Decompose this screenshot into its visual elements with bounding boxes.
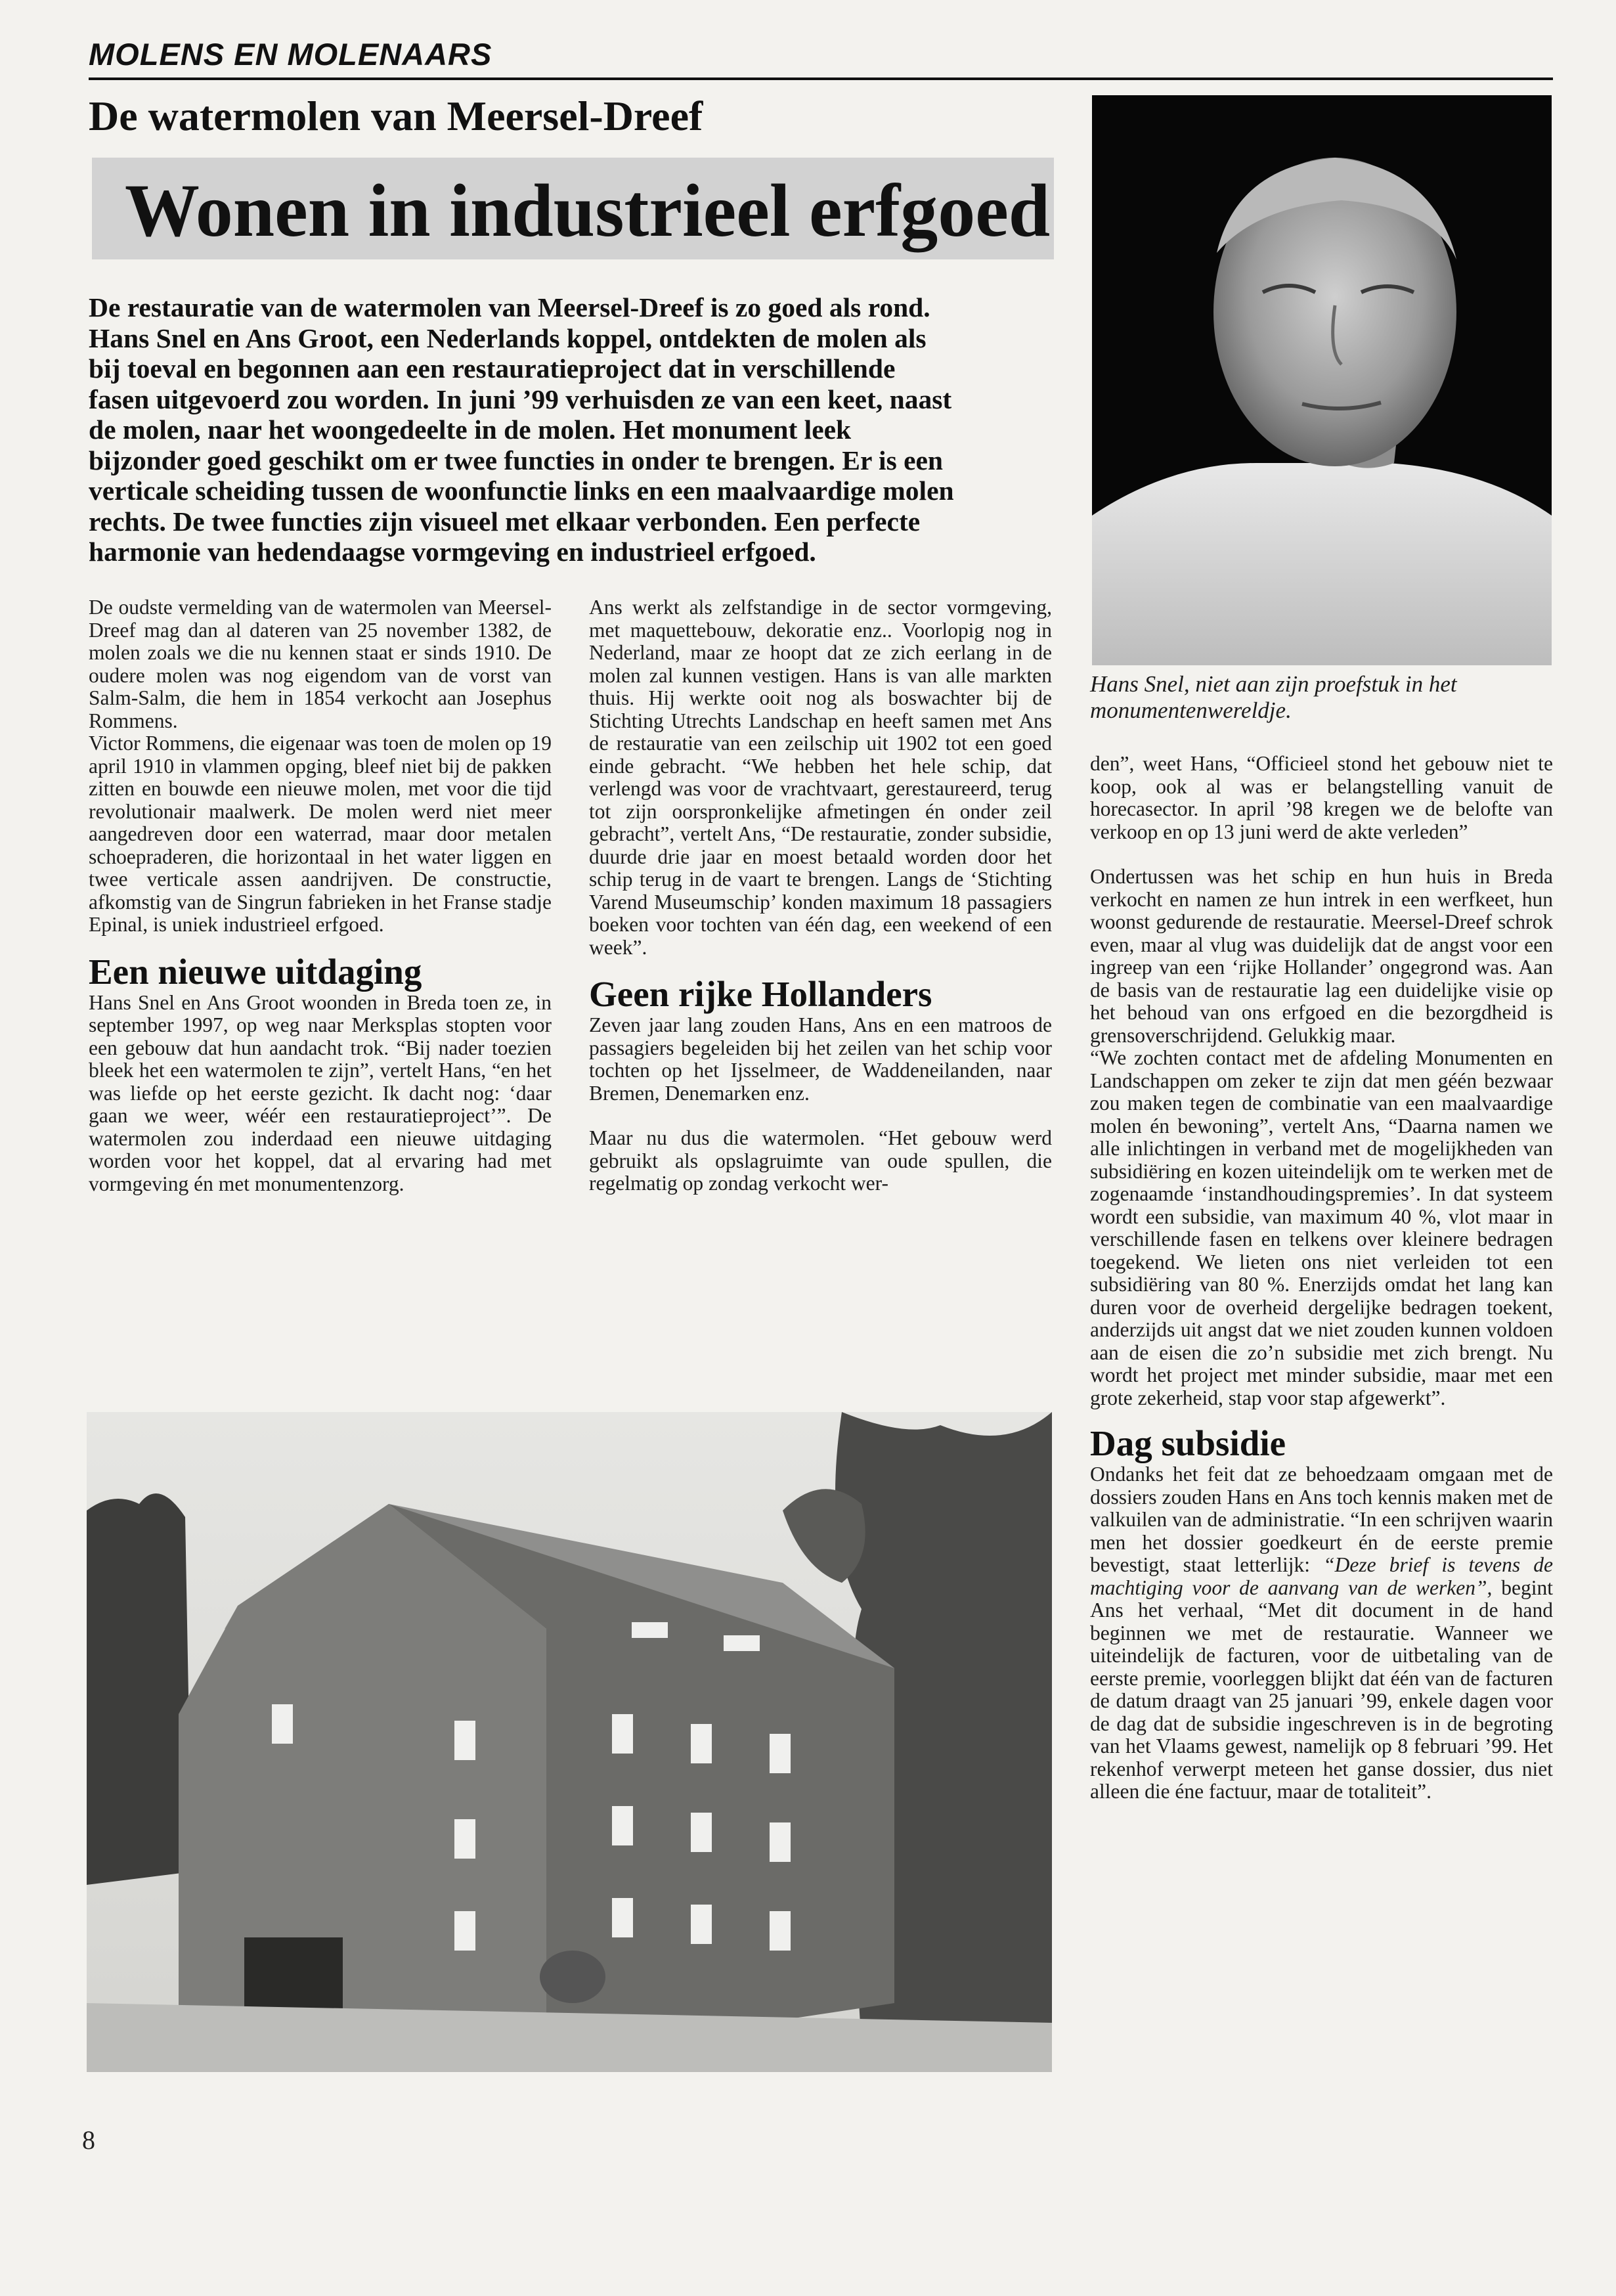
paragraph <box>1090 1463 1553 1803</box>
subheading: Geen rijke Hollanders <box>589 974 932 1014</box>
lead-line: verticale scheiding tussen de woonfunctie links en een maalvaardige molen <box>89 475 954 506</box>
subheading: Dag subsidie <box>1090 1423 1286 1463</box>
section-label: MOLENS EN MOLENAARS <box>89 37 492 72</box>
lead-line: De restauratie van de watermolen van Meersel-Dreef is zo goed als rond. <box>89 292 930 322</box>
watermill-photo <box>87 1412 1052 2072</box>
column-3 <box>1090 753 1553 1803</box>
portrait-illustration <box>1092 95 1552 665</box>
paragraph: Zeven jaar lang zouden Hans, Ans en een matroos de passagiers begeleiden bij het zeilen van het schip voor tochten op het Ijsselmeer, de Waddeneilanden, naar Bremen, Denemarken enz. <box>589 1013 1052 1105</box>
lead-line: harmonie van hedendaagse vormgeving en industrieel erfgoed. <box>89 537 816 567</box>
paragraph: Maar nu dus die watermolen. “Het gebouw werd gebruikt als opslagruimte van oude spullen, die regelmatig op zondag verkocht wer- <box>589 1126 1052 1195</box>
paragraph: De oudste vermelding van de watermolen van Meersel-Dreef mag dan al dateren van 25 november 1382, de molen zoals we die nu kennen staat er sinds 1910. De oudere molen was nog eigendom van de vorst van Salm-Salm, die hem in 1854 verkocht aan Josephus Rommens. <box>89 596 552 732</box>
lead-line: Hans Snel en Ans Groot, een Nederlands koppel, ontdekten de molen als <box>89 322 927 353</box>
paragraph: “We zochten contact met de afdeling Monumenten en Landschappen om zeker te zijn dat men géén bezwaar zou maken tegen de combinatie van een maalvaardige molen én bewoning”, vertelt Ans, “Daarna namen we alle inlichtingen in verband met de mogelijkheden van subsidiëring en kozen uiteindelijk om te werken met de zogenaamde ‘instandhoudingspremies’. In dat systeem wordt een subsidie, van maximum 40 %, vlot maar in verschillende fasen en telkens over kleinere bedragen toegekend. We lieten ons niet verleiden tot een subsidiëring van 80 %. Enerzijds omdat het lang kan duren voor de overheid dergelijke bedragen toekent, anderzijds uit angst dat we niet zouden kunnen voldoen aan de eisen die zo’n subsidie met zich brengt. Nu wordt het project met minder subsidie, maar met een grote zekerheid, stap voor stap afgewerkt”. <box>1090 1046 1553 1409</box>
headline: Wonen in industrieel erfgoed <box>125 169 1051 252</box>
paragraph: Hans Snel en Ans Groot woonden in Breda toen ze, in september 1997, op weg naar Merksplas stopten voor een gebouw dat hun aandacht trok. “Bij nader toezien bleek het een watermolen te zijn”, vertelt Hans, “en het was liefde op het eerste gezicht. Ik dacht nog: ‘daar gaan we weer, wéér een restauratieproject’”. De watermolen zou inderdaad een nieuwe uitdaging worden voor het koppel, dat al ervaring had met vormgeving én met monumentenzorg. <box>89 990 552 1195</box>
watermill-illustration <box>87 1412 1052 2072</box>
text-run: begint Ans het verhaal, “Met dit document in de hand beginnen we met de restauratie. Wanneer we uiteindelijk de facturen, voor de uitbetaling van de eerste premie, voorleggen blijkt dat één van de facturen de datum draagt van 25 januari ’99, enkele dagen voor de dag dat de subsidie ingeschreven is in de begroting van het Vlaams gewest, namelijk op 8 februari ’99. Het rekenhof verwerpt meteen het ganse dossier, dus niet alleen die éne factuur, maar de totaliteit”. <box>1090 1576 1553 1803</box>
photo-caption: Hans Snel, niet aan zijn proefstuk in het monumentenwereldje. <box>1090 671 1457 723</box>
page-number: 8 <box>82 2125 95 2155</box>
paragraph: Victor Rommens, die eigenaar was toen de molen op 19 april 1910 in vlammen opging, bleef niet bij de pakken zitten en bouwde een nieuwe molen, met voor die tijd revolutionair maalwerk. De molen werd niet meer aangedreven door een waterrad, maar door metalen schoepraderen, die horizontaal in het water liggen en twee verticale assen aandrijven. De constructie, afkomstig van de Singrun fabrieken in het Franse stadje Epinal, is uniek industrieel erfgoed. <box>89 732 552 936</box>
paragraph: Ans werkt als zelfstandige in de sector vormgeving, met maquettebouw, dekoratie enz.. Voorlopig nog in Nederland, maar ze hoopt dat ze zich eerlang in de molen zal kunnen vestigen. Hans is van alle markten thuis. Hij werkte ooit nog als boswachter bij de Stichting Utrechts Landschap en heeft samen met Ans de restauratie van een zeilschip uit 1902 tot een goed einde gebracht. “We hebben het hele schip, dat verlengd was voor de vrachtvaart, gerestaureerd, terug tot zijn oorspronkelijke afmetingen én onder zeil gebracht”, vertelt Ans, “De restauratie, zonder subsidie, duurde drie jaar en moest betaald worden door het schip terug in de vaart te brengen. Langs de ‘Stichting Varend Museumschip’ konden maximum 18 passagiers boeken voor tochten van één dag, een weekend of een week”. <box>589 596 1052 959</box>
lead-line: bijzonder goed geschikt om er twee functies in onder te brengen. Er is een <box>89 445 944 475</box>
header-rule <box>89 77 1553 80</box>
kicker: De watermolen van Meersel-Dreef <box>89 93 703 139</box>
text-run: Ondanks het feit dat ze behoedzaam omgaan met de dossiers zouden Hans en Ans toch kennis maken met de valkuilen van de administratie. “In een schrijven waarin men het dossier goedkeurt én de eerste premie bevestigt, staat letterlijk: <box>1090 1463 1553 1576</box>
lead-line: rechts. De twee functies zijn visueel met elkaar verbonden. Een perfecte <box>89 506 921 537</box>
lead-line: de molen, naar het woongedeelte in de molen. Het monument leek <box>89 414 852 445</box>
portrait-photo <box>1092 95 1552 665</box>
lead-line: fasen uitgevoerd zou worden. In juni ’99 verhuisden ze van een keet, naast <box>89 384 952 414</box>
paragraph: Ondertussen was het schip en hun huis in Breda verkocht en namen ze hun intrek in een werfkeet, hun woonst gedurende de restauratie. Meersel-Dreef schrok even, maar al vlug was duidelijk dat de angst voor een ingreep van een ‘rijke Hollander’ ongegrond was. Aan de basis van de restauratie lag een duidelijke visie op het behoud van ons erfgoed en die bezorgdheid is grensoverschrijdend. Gelukkig maar. <box>1090 865 1553 1047</box>
column-2 <box>589 596 1052 1195</box>
italic-quote: “Deze brief is tevens de machtiging voor de aanvang van de werken”, <box>1090 1553 1553 1599</box>
paragraph: den”, weet Hans, “Officieel stond het gebouw niet te koop, ook al was er belangstelling vanuit de horecasector. In april ’98 kregen we de belofte van verkoop en op 13 juni werd de akte verleden” <box>1090 752 1553 843</box>
column-1 <box>89 596 552 1195</box>
lead-paragraph <box>89 292 1054 567</box>
lead-line: bij toeval en begonnen aan een restauratieproject dat in verschillende <box>89 353 896 384</box>
subheading: Een nieuwe uitdaging <box>89 951 422 992</box>
